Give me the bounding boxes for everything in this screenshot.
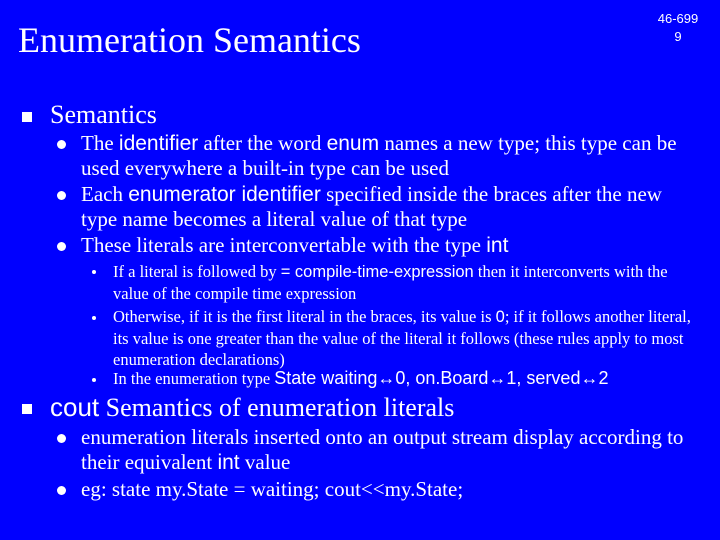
text-run: In the enumeration type bbox=[113, 369, 275, 388]
text-run: The bbox=[81, 131, 119, 155]
text-run: specified inside the braces after the new type name becomes a literal value of that type bbox=[81, 182, 662, 231]
bullet-identifier-type bbox=[81, 131, 701, 181]
text-run: then it interconverts with the value of the compile time expression bbox=[113, 262, 668, 303]
subbullet-compile-time bbox=[113, 261, 693, 304]
code-term: int bbox=[217, 451, 240, 474]
text-run: Each bbox=[81, 182, 129, 206]
bullet-enumerator-literal bbox=[81, 182, 701, 232]
text-run: Semantics of enumeration literals bbox=[99, 393, 455, 422]
slide-title: Enumeration Semantics bbox=[18, 20, 361, 60]
square-bullet-icon bbox=[22, 112, 32, 122]
code-term: State waiting↔0, on.Board↔1, served↔2 bbox=[274, 368, 609, 388]
round-bullet-icon bbox=[57, 242, 66, 251]
text-run: enumeration literals inserted onto an output stream display according to their equivalent bbox=[81, 425, 684, 474]
section-heading-semantics: Semantics bbox=[50, 100, 157, 129]
subbullet-state-example bbox=[113, 368, 693, 389]
round-bullet-icon bbox=[57, 191, 66, 200]
section-heading-cout bbox=[50, 392, 454, 423]
text-run: If a literal is followed by bbox=[113, 262, 281, 281]
bullet-output-stream bbox=[81, 425, 701, 475]
slide-number-page: 9 bbox=[674, 29, 682, 44]
subbullet-otherwise bbox=[113, 306, 693, 370]
slide-number bbox=[648, 10, 708, 46]
bullet-code-example bbox=[81, 477, 701, 502]
round-bullet-icon bbox=[57, 434, 66, 443]
bullet-interconvertable bbox=[81, 233, 701, 258]
small-bullet-icon bbox=[92, 316, 96, 320]
small-bullet-icon bbox=[92, 270, 96, 274]
round-bullet-icon bbox=[57, 486, 66, 495]
code-term: identifier bbox=[118, 132, 199, 155]
text-run: after the word bbox=[198, 131, 327, 155]
text-run: Otherwise, if it is the first literal in the braces, its value is bbox=[113, 307, 496, 326]
code-term: cout bbox=[50, 392, 100, 422]
round-bullet-icon bbox=[57, 140, 66, 149]
code-term: 0 bbox=[495, 308, 505, 326]
text-run: names a new type; this type can be used everywhere a built-in type can be used bbox=[81, 131, 677, 180]
text-run: ; if it follows another literal, its value is one greater than the value of the literal it follows (these rules apply to most enumeration declarations) bbox=[113, 307, 691, 369]
text-run: value bbox=[239, 450, 291, 474]
code-term: enumerator identifier bbox=[128, 183, 321, 206]
code-term: = compile-time-expression bbox=[280, 263, 474, 281]
code-term: enum bbox=[326, 132, 380, 155]
code-term: int bbox=[486, 234, 509, 257]
slide-number-course: 46-699 bbox=[657, 11, 699, 26]
square-bullet-icon bbox=[22, 404, 32, 414]
text-run: eg: state my.State = waiting; cout<<my.State; bbox=[81, 477, 464, 501]
small-bullet-icon bbox=[92, 378, 96, 382]
text-run: These literals are interconvertable with the type bbox=[81, 233, 487, 257]
